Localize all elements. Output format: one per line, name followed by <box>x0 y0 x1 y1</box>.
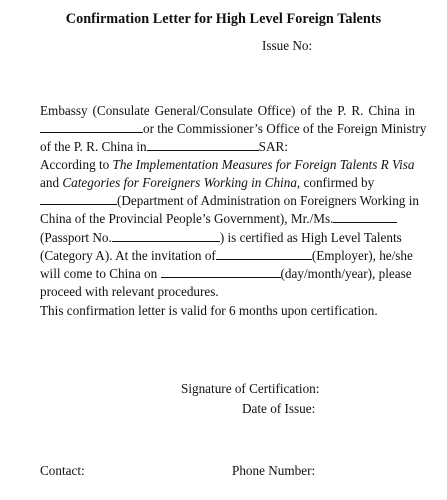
invitation-line <box>40 247 415 265</box>
commissioner-line <box>40 120 427 138</box>
according-line <box>40 156 415 174</box>
embassy-line <box>40 102 415 120</box>
category-text: (Category A). At the invitation of <box>40 248 216 263</box>
categories-title: Categories for Foreigners Working in China, <box>62 175 301 190</box>
city-blank <box>40 120 143 133</box>
sar-line <box>40 138 415 156</box>
contact-label: Contact: <box>40 463 85 478</box>
validity-text: This confirmation letter is valid for 6 months upon certification. <box>40 303 378 318</box>
sar-blank <box>147 138 259 151</box>
certified-text: ) is certified as High Level Talents <box>219 230 402 245</box>
issue-number-label: Issue No: <box>262 38 313 53</box>
phone-number-label: Phone Number: <box>232 463 316 478</box>
letter-title: Confirmation Letter for High Level Foreign Talents <box>65 11 382 27</box>
and-text: and <box>40 175 60 190</box>
sar-suffix: SAR: <box>258 139 288 154</box>
employer-text: (Employer), he/she <box>311 248 413 263</box>
according-text: According to <box>40 157 110 172</box>
measures-title: The Implementation Measures for Foreign Talents R Visa <box>112 157 415 172</box>
government-line <box>40 210 415 228</box>
passport-line <box>40 229 415 247</box>
passport-blank <box>112 229 220 242</box>
name-blank <box>333 210 397 223</box>
department-blank <box>40 192 117 205</box>
categories-line <box>40 174 415 192</box>
proceed-line <box>40 283 415 301</box>
signature-label: Signature of Certification: <box>181 381 320 396</box>
arrival-line <box>40 265 415 283</box>
department-text: (Department of Administration on Foreigners Working in <box>117 193 419 208</box>
will-come-text: will come to China on <box>40 266 158 281</box>
date-format-text: (day/month/year), please <box>280 266 412 281</box>
sar-prefix: of the P. R. China in <box>40 139 147 154</box>
passport-text: (Passport No. <box>40 230 112 245</box>
employer-blank <box>216 247 312 260</box>
embassy-text: Embassy (Consulate General/Consulate Office) of the P. R. China in <box>40 103 415 118</box>
proceed-text: proceed with relevant procedures. <box>40 284 219 299</box>
government-text: China of the Provincial People’s Government), Mr./Ms. <box>40 211 334 226</box>
department-line <box>40 192 419 210</box>
confirmed-text: confirmed by <box>303 175 375 190</box>
date-of-issue-label: Date of Issue: <box>242 401 316 416</box>
validity-line <box>40 302 415 320</box>
commissioner-text: or the Commissioner’s Office of the Foreign Ministry <box>143 121 427 136</box>
date-blank <box>161 265 281 278</box>
